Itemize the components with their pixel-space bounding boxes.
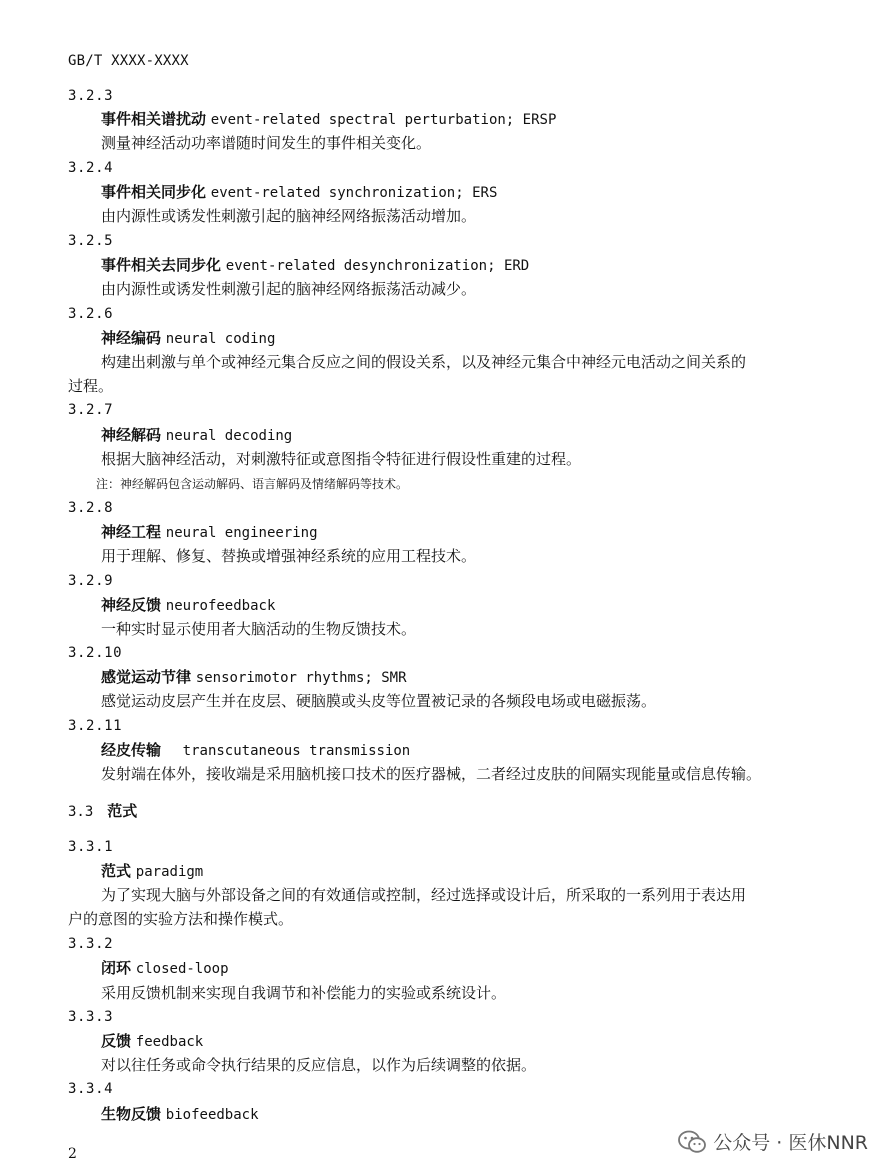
term-english: event-related desynchronization; ERD (225, 258, 530, 274)
definition-text: 根据大脑神经活动，对刺激特征或意图指令特征进行假设性重建的过程。 (101, 450, 582, 468)
definition-continuation: 过程。 (68, 377, 114, 395)
term-chinese: 闭环 (101, 959, 132, 977)
term-english: paradigm (135, 864, 204, 880)
section-title: 范式 (107, 802, 138, 820)
definition-text: 一种实时显示使用者大脑活动的生物反馈技术。 (101, 620, 417, 638)
wechat-icon (677, 1129, 707, 1155)
term-english: neural coding (165, 331, 276, 347)
term-line (101, 328, 275, 349)
term-line (101, 740, 410, 761)
term-english: neural decoding (165, 428, 293, 444)
term-english: sensorimotor rhythms; SMR (195, 670, 407, 686)
term-chinese: 神经解码 (101, 426, 162, 444)
term-chinese: 事件相关谱扰动 (101, 110, 207, 128)
term-english: neurofeedback (165, 598, 276, 614)
term-line (101, 182, 497, 203)
section-number: 3.3 (68, 804, 94, 820)
clause-number: 3.2.8 (68, 500, 114, 516)
section-heading (68, 801, 137, 822)
term-line (101, 255, 529, 276)
term-chinese: 感觉运动节律 (101, 668, 192, 686)
watermark (677, 1128, 868, 1155)
term-chinese: 范式 (101, 862, 132, 880)
clause-number: 3.3.1 (68, 839, 114, 855)
term-chinese: 生物反馈 (101, 1105, 162, 1123)
term-chinese: 神经反馈 (101, 596, 162, 614)
definition-text: 感觉运动皮层产生并在皮层、硬脑膜或头皮等位置被记录的各频段电场或电磁振荡。 (101, 692, 657, 710)
term-english: event-related synchronization; ERS (210, 185, 498, 201)
term-english: closed-loop (135, 961, 229, 977)
term-chinese: 事件相关去同步化 (101, 256, 222, 274)
note-text: 注：神经解码包含运动解码、语言解码及情绪解码等技术。 (96, 477, 409, 491)
term-line (101, 667, 407, 688)
clause-number: 3.2.4 (68, 160, 114, 176)
term-english: event-related spectral perturbation; ERSP (210, 112, 557, 128)
definition-text: 对以往任务或命令执行结果的反应信息，以作为后续调整的依据。 (101, 1056, 537, 1074)
clause-number: 3.2.9 (68, 573, 114, 589)
term-line (101, 1031, 203, 1052)
definition-text: 由内源性或诱发性刺激引起的脑神经网络振荡活动减少。 (101, 280, 477, 298)
document-header: GB/T XXXX-XXXX (68, 53, 189, 69)
term-chinese: 神经编码 (101, 329, 162, 347)
clause-number: 3.3.4 (68, 1081, 114, 1097)
page-number: 2 (68, 1146, 77, 1162)
definition-text: 测量神经活动功率谱随时间发生的事件相关变化。 (101, 134, 432, 152)
term-english: transcutaneous transmission (165, 743, 411, 759)
term-line (101, 522, 318, 543)
term-line (101, 425, 292, 446)
definition-text: 构建出刺激与单个或神经元集合反应之间的假设关系，以及神经元集合中神经元电活动之间关系的 (101, 353, 747, 371)
definition-text: 发射端在体外，接收端是采用脑机接口技术的医疗器械，二者经过皮肤的间隔实现能量或信息传输。 (101, 765, 762, 783)
watermark-text: 公众号 · 医休NNR (713, 1132, 868, 1154)
clause-number: 3.2.5 (68, 233, 114, 249)
term-chinese: 经皮传输 (101, 741, 162, 759)
term-line (101, 958, 229, 979)
definition-continuation: 户的意图的实验方法和操作模式。 (68, 910, 294, 928)
term-english: feedback (135, 1034, 204, 1050)
clause-number: 3.2.11 (68, 718, 123, 734)
term-line (101, 595, 275, 616)
term-line (101, 1104, 259, 1125)
term-line (101, 109, 556, 130)
term-line (101, 861, 203, 882)
definition-text: 采用反馈机制来实现自我调节和补偿能力的实验或系统设计。 (101, 984, 507, 1002)
clause-number: 3.2.7 (68, 402, 114, 418)
definition-text: 为了实现大脑与外部设备之间的有效通信或控制，经过选择或设计后，所采取的一系列用于表达用 (101, 886, 747, 904)
definition-text: 由内源性或诱发性刺激引起的脑神经网络振荡活动增加。 (101, 207, 477, 225)
term-chinese: 事件相关同步化 (101, 183, 207, 201)
term-english: biofeedback (165, 1107, 259, 1123)
clause-number: 3.3.2 (68, 936, 114, 952)
term-chinese: 反馈 (101, 1032, 132, 1050)
clause-number: 3.2.10 (68, 645, 123, 661)
clause-number: 3.3.3 (68, 1009, 114, 1025)
clause-number: 3.2.6 (68, 306, 114, 322)
clause-number: 3.2.3 (68, 88, 114, 104)
term-chinese: 神经工程 (101, 523, 162, 541)
term-english: neural engineering (165, 525, 318, 541)
definition-text: 用于理解、修复、替换或增强神经系统的应用工程技术。 (101, 547, 477, 565)
